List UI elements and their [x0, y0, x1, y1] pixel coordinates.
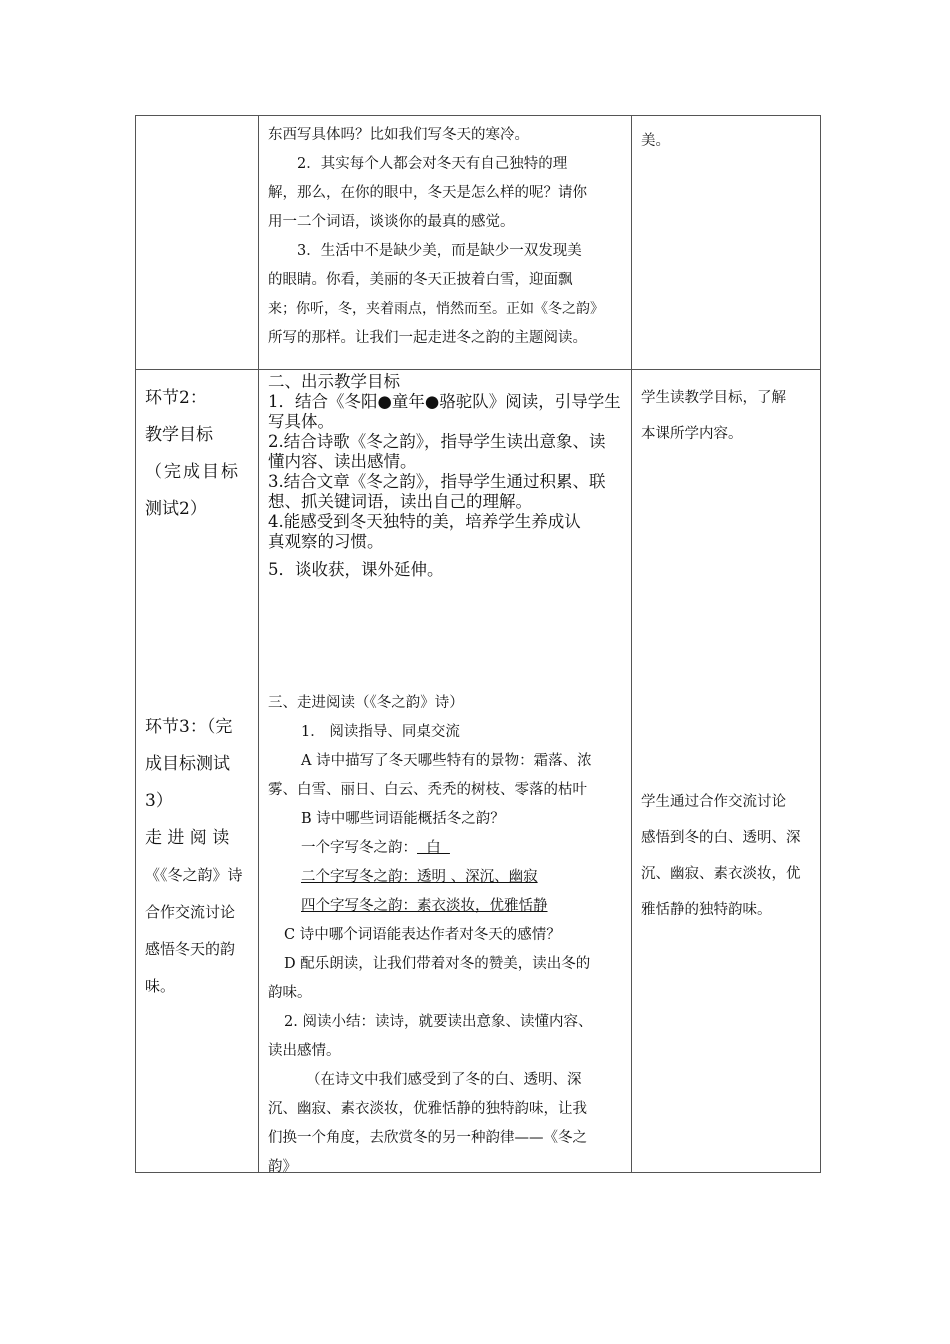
paragraph-line: 的眼睛。你看，美丽的冬天正披着白雪，迎面飘 [268, 272, 573, 288]
column-divider-1 [258, 115, 259, 1173]
paragraph-line: D 配乐朗读，让我们带着对冬的赞美，读出冬的 [284, 956, 591, 972]
paragraph-line [268, 892, 628, 921]
paragraph-line: 2. 阅读小结：读诗，就要读出意象、读懂内容、 [284, 1014, 593, 1030]
goal-line: 想、抓关键词语，读出自己的理解。 [268, 492, 532, 511]
table-top-border [135, 115, 820, 116]
student-note: 本课所学内容。 [641, 426, 743, 442]
row1-student-cell [641, 127, 670, 156]
paragraph-line: （在诗文中我们感受到了冬的白、透明、深 [306, 1072, 582, 1088]
row2-student-cell [641, 380, 786, 452]
paragraph-line: 韵》 [268, 1159, 297, 1175]
paragraph-line [268, 834, 628, 863]
student-note: 雅恬静的独特韵味。 [641, 902, 772, 918]
stage-note: 测试2） [145, 499, 207, 519]
stage-note: 《《冬之韵》诗 [145, 866, 243, 884]
student-note: 感悟到冬的白、透明、深 [641, 830, 801, 846]
paragraph-line: 解，那么，在你的眼中，冬天是怎么样的呢？请你 [268, 185, 587, 201]
stage3-label [145, 709, 253, 1005]
section-heading: 三、走进阅读（《冬之韵》诗） [268, 695, 464, 711]
paragraph-line: 韵味。 [268, 985, 312, 1001]
column-divider-2 [631, 115, 632, 1173]
student-note: 沉、幽寂、素衣淡妆，优 [641, 866, 801, 882]
answer-underlined: 四个字写冬之韵：素衣淡妆，优雅恬静 [301, 898, 548, 914]
student-note: 学生通过合作交流讨论 [641, 794, 786, 810]
student-note: 美。 [641, 133, 670, 149]
stage-note: 合作交流讨论 [145, 903, 236, 921]
goal-line: 2.结合诗歌《冬之韵》，指导学生读出意象、读 [268, 432, 606, 451]
paragraph-line: B 诗中哪些词语能概括冬之韵？ [301, 811, 505, 827]
paragraph-line: 们换一个角度，去欣赏冬的另一种韵律——《冬之 [268, 1130, 587, 1146]
paragraph-line: 读出感情。 [268, 1043, 341, 1059]
stage-note: 味。 [145, 977, 176, 995]
student-note: 学生读教学目标，了解 [641, 390, 786, 406]
goal-line: 写具体。 [268, 412, 334, 431]
stage-subtitle: 成目标测试 [145, 754, 230, 774]
paragraph-line: 所写的那样。让我们一起走进冬之韵的主题阅读。 [268, 330, 587, 346]
row1-activity-cell [268, 121, 628, 353]
paragraph-line: 沉、幽寂、素衣淡妆，优雅恬静的独特韵味，让我 [268, 1101, 587, 1117]
stage2-label [145, 380, 253, 528]
answer-underlined: 二个字写冬之韵：透明 、深沉、幽寂 [301, 869, 538, 885]
table-right-border [820, 115, 821, 1173]
stage-note: 感悟冬天的韵 [145, 940, 236, 958]
row-divider [135, 369, 820, 370]
paragraph-line: 雾、白雪、丽日、白云、秃秃的树枝、零落的枯叶 [268, 782, 587, 798]
stage-note: 走 进 阅 读 [145, 828, 230, 848]
section-heading: 二、出示教学目标 [268, 372, 400, 391]
teaching-goals [268, 372, 628, 580]
paragraph-line: 2．其实每个人都会对冬天有自己独特的理 [297, 156, 568, 172]
paragraph-line: A 诗中描写了冬天哪些特有的景物：霜落、浓 [301, 753, 592, 769]
stage-title: 环节3：（完 [145, 717, 233, 737]
goal-line: 1．结合《冬阳●童年●骆驼队》阅读，引导学生 [268, 392, 621, 411]
goal-line: 4.能感受到冬天独特的美，培养学生养成认 [268, 512, 581, 531]
table-left-border [135, 115, 136, 1173]
paragraph-line: 用一二个词语，谈谈你的最真的感觉。 [268, 214, 515, 230]
line-label: 一个字写冬之韵： [301, 840, 417, 856]
stage-subtitle: 教学目标 [145, 425, 213, 445]
paragraph-line: C 诗中哪个词语能表达作者对冬天的感情？ [284, 927, 561, 943]
reading-section [268, 689, 628, 1182]
paragraph-line [268, 863, 628, 892]
paragraph-line: 1． 阅读指导、同桌交流 [301, 724, 460, 740]
stage-note: 3） [145, 791, 173, 811]
paragraph-line: 东西写具体吗？比如我们写冬天的寒冷。 [268, 127, 529, 143]
goal-line: 5．谈收获，课外延伸。 [268, 560, 444, 579]
answer-underlined: 白 [417, 840, 450, 856]
stage-title: 环节2： [145, 388, 207, 408]
paragraph-line: 3．生活中不是缺少美，而是缺少一双发现美 [297, 243, 582, 259]
goal-line: 真观察的习惯。 [268, 532, 384, 551]
goal-line: 懂内容、读出感情。 [268, 452, 417, 471]
row3-student-cell [641, 784, 801, 928]
goal-line: 3.结合文章《冬之韵》，指导学生通过积累、联 [268, 472, 606, 491]
paragraph-line: 来；你听，冬，夹着雨点，悄然而至。正如《冬之韵》 [268, 301, 604, 317]
stage-note: （完成目标 [145, 462, 240, 482]
